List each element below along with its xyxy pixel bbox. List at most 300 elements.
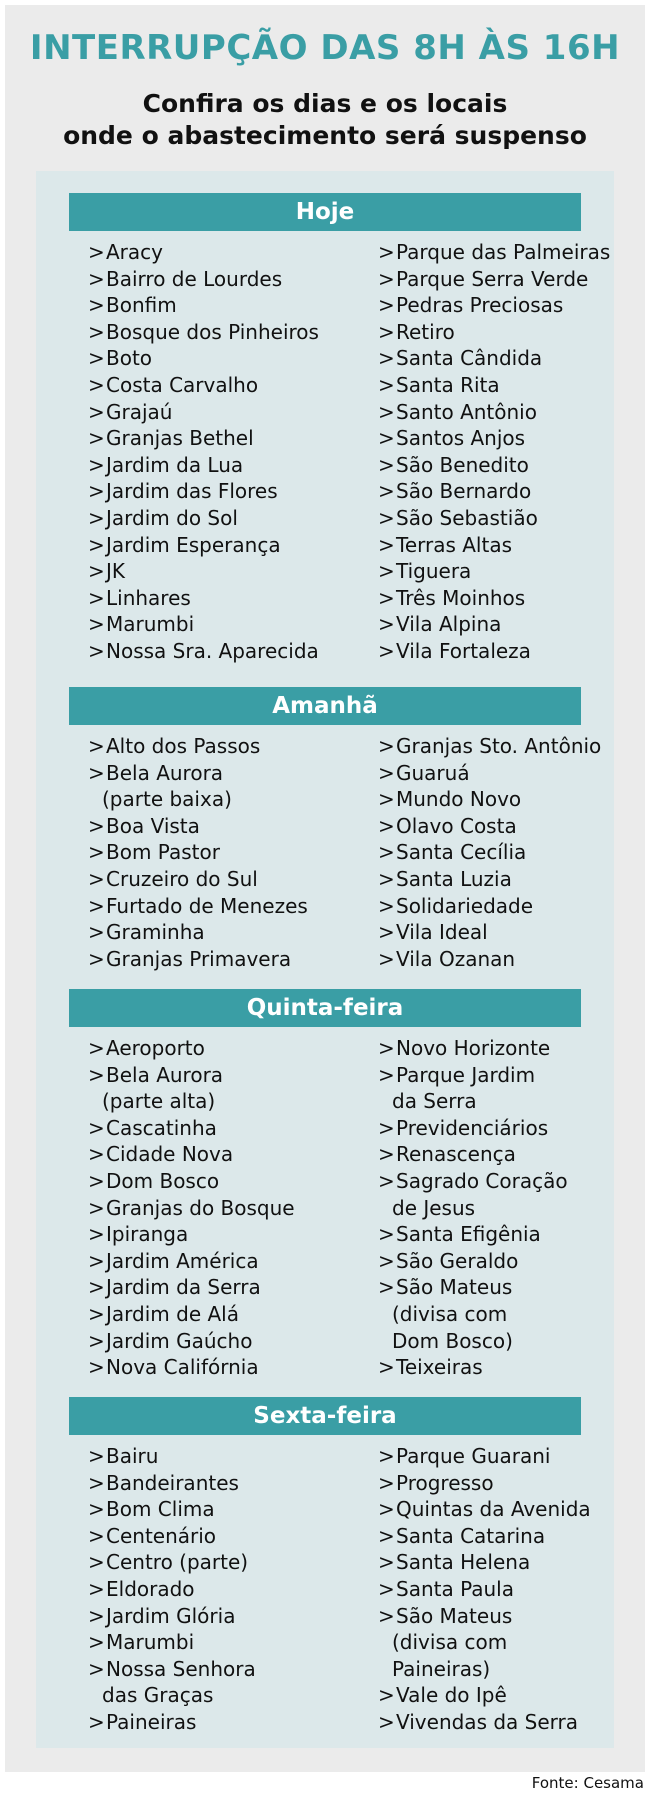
section-header: Quinta-feira [69, 989, 581, 1027]
neighborhood-name: São Mateus [396, 1603, 513, 1628]
neighborhood-item [88, 452, 319, 479]
neighborhood-item [88, 1141, 295, 1168]
neighborhood-item [378, 893, 601, 920]
neighborhood-continuation [378, 1088, 568, 1115]
neighborhood-item [378, 1549, 591, 1576]
chevron-right-icon: > [378, 840, 395, 865]
chevron-right-icon: > [378, 1222, 395, 1247]
neighborhood-item [88, 372, 319, 399]
chevron-right-icon: > [378, 760, 395, 785]
neighborhood-name: Furtado de Menezes [106, 893, 308, 918]
neighborhood-name: Granjas Bethel [106, 426, 254, 451]
chevron-right-icon: > [88, 1355, 105, 1380]
neighborhood-name: Santa Cândida [396, 346, 543, 371]
neighborhood-name: Cruzeiro do Sul [106, 866, 258, 891]
neighborhood-item [378, 1248, 568, 1275]
neighborhood-list-right [378, 1035, 568, 1381]
neighborhood-name: Três Moinhos [396, 585, 526, 610]
subtitle-line-1: Confira os dias e os locais [142, 89, 508, 118]
neighborhood-item [378, 839, 601, 866]
chevron-right-icon: > [88, 1497, 105, 1522]
chevron-right-icon: > [88, 1603, 105, 1628]
chevron-right-icon: > [88, 1656, 105, 1681]
chevron-right-icon: > [378, 1709, 395, 1734]
chevron-right-icon: > [378, 426, 395, 451]
neighborhood-item [88, 1221, 295, 1248]
neighborhood-name: Boto [106, 346, 153, 371]
neighborhood-item [88, 1523, 256, 1550]
neighborhood-name: Santa Luzia [396, 866, 512, 891]
chevron-right-icon: > [378, 452, 395, 477]
chevron-right-icon: > [378, 1115, 395, 1140]
neighborhood-name: Centro (parte) [106, 1550, 249, 1575]
chevron-right-icon: > [378, 612, 395, 637]
neighborhood-name: Grajaú [106, 399, 173, 424]
neighborhood-item [378, 1523, 591, 1550]
chevron-right-icon: > [378, 1683, 395, 1708]
chevron-right-icon: > [88, 532, 105, 557]
neighborhood-item [378, 786, 601, 813]
neighborhood-name: Bosque dos Pinheiros [106, 319, 319, 344]
neighborhood-item [88, 1549, 256, 1576]
neighborhood-name: Graminha [106, 920, 205, 945]
neighborhood-list-left [88, 239, 319, 665]
neighborhood-item [88, 1062, 295, 1089]
neighborhood-item [378, 919, 601, 946]
neighborhood-name: Marumbi [106, 612, 195, 637]
neighborhood-item [378, 292, 610, 319]
chevron-right-icon: > [88, 1248, 105, 1273]
neighborhood-item [378, 319, 610, 346]
chevron-right-icon: > [88, 734, 105, 758]
neighborhood-item [378, 1168, 568, 1195]
neighborhood-item [378, 585, 610, 612]
neighborhood-name: Sagrado Coração [396, 1168, 568, 1193]
neighborhood-name: Jardim das Flores [106, 479, 278, 504]
chevron-right-icon: > [378, 266, 395, 291]
neighborhood-name: Parque Guarani [396, 1444, 551, 1468]
neighborhood-name: Granjas do Bosque [106, 1195, 295, 1220]
neighborhood-item [378, 1141, 568, 1168]
source-credit: Fonte: Cesama [531, 1774, 644, 1792]
neighborhood-item [88, 946, 308, 973]
section-amanha [36, 687, 614, 971]
neighborhood-name: Dom Bosco [106, 1168, 220, 1193]
chevron-right-icon: > [88, 452, 105, 477]
neighborhood-item [378, 478, 610, 505]
neighborhood-name: Vila Ideal [396, 920, 488, 945]
neighborhood-item [378, 1443, 591, 1470]
neighborhood-item [88, 1035, 295, 1062]
chevron-right-icon: > [88, 813, 105, 838]
neighborhood-name: das Graças [102, 1683, 214, 1708]
neighborhood-item [378, 1221, 568, 1248]
chevron-right-icon: > [378, 532, 395, 557]
chevron-right-icon: > [378, 479, 395, 504]
neighborhood-name: Marumbi [106, 1630, 195, 1655]
chevron-right-icon: > [378, 1275, 395, 1300]
neighborhood-item [378, 760, 601, 787]
neighborhood-item [88, 866, 308, 893]
neighborhood-list-left [88, 1443, 256, 1736]
neighborhood-name: Bairu [106, 1444, 159, 1468]
neighborhood-name: da Serra [392, 1089, 477, 1114]
subtitle-line-2: onde o abastecimento será suspenso [63, 121, 587, 150]
chevron-right-icon: > [378, 1142, 395, 1167]
neighborhood-name: Santa Helena [396, 1550, 531, 1575]
chevron-right-icon: > [378, 1248, 395, 1273]
neighborhood-name: Jardim do Sol [106, 505, 238, 530]
chevron-right-icon: > [378, 813, 395, 838]
neighborhood-item [378, 813, 601, 840]
chevron-right-icon: > [88, 1142, 105, 1167]
chevron-right-icon: > [88, 426, 105, 451]
neighborhood-name: de Jesus [392, 1195, 476, 1220]
chevron-right-icon: > [378, 505, 395, 530]
chevron-right-icon: > [378, 1523, 395, 1548]
chevron-right-icon: > [88, 479, 105, 504]
schedule-panel [36, 171, 614, 1748]
chevron-right-icon: > [378, 1036, 395, 1060]
chevron-right-icon: > [88, 1709, 105, 1734]
neighborhood-item [378, 1496, 591, 1523]
section-header: Sexta-feira [69, 1397, 581, 1435]
chevron-right-icon: > [378, 293, 395, 318]
neighborhood-name: Parque das Palmeiras [396, 240, 611, 264]
neighborhood-name: Linhares [106, 585, 191, 610]
neighborhood-name: Cascatinha [106, 1115, 217, 1140]
chevron-right-icon: > [88, 240, 105, 264]
neighborhood-item [88, 266, 319, 293]
neighborhood-item [88, 425, 319, 452]
neighborhood-item [88, 505, 319, 532]
section-hoje [36, 193, 614, 663]
neighborhood-name: Santa Rita [396, 372, 500, 397]
neighborhood-item [378, 733, 601, 760]
neighborhood-name: JK [106, 559, 126, 584]
neighborhood-name: Cidade Nova [106, 1142, 234, 1167]
neighborhood-item [88, 239, 319, 266]
chevron-right-icon: > [88, 1630, 105, 1655]
chevron-right-icon: > [378, 1550, 395, 1575]
neighborhood-item [88, 585, 319, 612]
neighborhood-name: Progresso [396, 1470, 494, 1495]
section-sexta-feira [36, 1397, 614, 1734]
neighborhood-name: Bela Aurora [106, 1062, 224, 1087]
neighborhood-item [88, 399, 319, 426]
chevron-right-icon: > [378, 559, 395, 584]
neighborhood-item [88, 532, 319, 559]
neighborhood-item [88, 813, 308, 840]
chevron-right-icon: > [378, 1444, 395, 1468]
chevron-right-icon: > [88, 1328, 105, 1353]
chevron-right-icon: > [88, 1576, 105, 1601]
neighborhood-item [88, 1328, 295, 1355]
neighborhood-name: São Geraldo [396, 1248, 519, 1273]
neighborhood-name: Vila Fortaleza [396, 638, 531, 663]
chevron-right-icon: > [88, 1168, 105, 1193]
neighborhood-item [378, 1354, 568, 1381]
neighborhood-list-right [378, 733, 601, 972]
neighborhood-name: Parque Jardim [396, 1062, 536, 1087]
chevron-right-icon: > [88, 946, 105, 971]
chevron-right-icon: > [88, 1301, 105, 1326]
section-header: Amanhã [69, 687, 581, 725]
neighborhood-name: Aeroporto [106, 1036, 205, 1060]
neighborhood-continuation [88, 1088, 295, 1115]
neighborhood-name: Aracy [106, 240, 163, 264]
neighborhood-name: Renascença [396, 1142, 516, 1167]
neighborhood-item [378, 372, 610, 399]
chevron-right-icon: > [88, 760, 105, 785]
neighborhood-item [88, 319, 319, 346]
chevron-right-icon: > [88, 1550, 105, 1575]
neighborhood-item [378, 1274, 568, 1301]
neighborhood-name: Bom Clima [106, 1497, 215, 1522]
neighborhood-name: Tiguera [396, 559, 472, 584]
neighborhood-item [88, 1248, 295, 1275]
neighborhood-item [378, 1470, 591, 1497]
neighborhood-item [378, 239, 610, 266]
neighborhood-item [378, 345, 610, 372]
neighborhood-item [88, 1301, 295, 1328]
chevron-right-icon: > [88, 293, 105, 318]
chevron-right-icon: > [88, 638, 105, 663]
neighborhood-item [88, 893, 308, 920]
neighborhood-name: Paineiras [106, 1709, 197, 1734]
neighborhood-name: Jardim Gaúcho [106, 1328, 253, 1353]
neighborhood-name: (divisa com [392, 1301, 508, 1326]
chevron-right-icon: > [378, 346, 395, 371]
neighborhood-name: Nossa Sra. Aparecida [106, 638, 319, 663]
chevron-right-icon: > [378, 585, 395, 610]
neighborhood-name: São Benedito [396, 452, 529, 477]
chevron-right-icon: > [88, 1115, 105, 1140]
neighborhood-name: Olavo Costa [396, 813, 517, 838]
neighborhood-name: Guaruá [396, 760, 470, 785]
neighborhood-item [378, 1709, 591, 1736]
neighborhood-name: Ipiranga [106, 1222, 189, 1247]
chevron-right-icon: > [378, 240, 395, 264]
chevron-right-icon: > [378, 399, 395, 424]
neighborhood-item [88, 1443, 256, 1470]
neighborhood-name: Santa Catarina [396, 1523, 546, 1548]
neighborhood-item [88, 1496, 256, 1523]
chevron-right-icon: > [88, 372, 105, 397]
neighborhood-item [88, 1354, 295, 1381]
neighborhood-name: Retiro [396, 319, 455, 344]
neighborhood-name: Parque Serra Verde [396, 266, 589, 291]
neighborhood-name: Bandeirantes [106, 1470, 239, 1495]
chevron-right-icon: > [88, 505, 105, 530]
chevron-right-icon: > [88, 1444, 105, 1468]
chevron-right-icon: > [378, 734, 395, 758]
neighborhood-item [378, 1682, 591, 1709]
neighborhood-item [88, 1195, 295, 1222]
neighborhood-item [378, 505, 610, 532]
neighborhood-continuation [378, 1629, 591, 1656]
neighborhood-name: Terras Altas [396, 532, 513, 557]
neighborhood-name: Vila Alpina [396, 612, 502, 637]
chevron-right-icon: > [88, 612, 105, 637]
chevron-right-icon: > [88, 319, 105, 344]
neighborhood-item [378, 946, 601, 973]
neighborhood-name: Santa Paula [396, 1576, 514, 1601]
neighborhood-name: Bonfim [106, 293, 177, 318]
chevron-right-icon: > [88, 866, 105, 891]
neighborhood-name: Costa Carvalho [106, 372, 259, 397]
neighborhood-list-left [88, 1035, 295, 1381]
chevron-right-icon: > [88, 893, 105, 918]
neighborhood-item [88, 1656, 256, 1683]
neighborhood-name: Vale do Ipê [396, 1683, 507, 1708]
neighborhood-item [378, 266, 610, 293]
neighborhood-name: Jardim de Alá [106, 1301, 239, 1326]
neighborhood-name: Teixeiras [396, 1355, 483, 1380]
neighborhood-item [88, 558, 319, 585]
neighborhood-name: São Mateus [396, 1275, 513, 1300]
chevron-right-icon: > [378, 638, 395, 663]
neighborhood-item [378, 399, 610, 426]
chevron-right-icon: > [88, 1470, 105, 1495]
neighborhood-item [378, 452, 610, 479]
neighborhood-name: Nossa Senhora [106, 1656, 256, 1681]
neighborhood-name: Vila Ozanan [396, 946, 516, 971]
chevron-right-icon: > [88, 1275, 105, 1300]
neighborhood-item [88, 1168, 295, 1195]
neighborhood-item [88, 1470, 256, 1497]
chevron-right-icon: > [378, 866, 395, 891]
neighborhood-name: Jardim América [106, 1248, 259, 1273]
neighborhood-name: Quintas da Avenida [396, 1497, 591, 1522]
chevron-right-icon: > [88, 266, 105, 291]
chevron-right-icon: > [378, 1603, 395, 1628]
neighborhood-item [378, 558, 610, 585]
chevron-right-icon: > [378, 946, 395, 971]
chevron-right-icon: > [88, 840, 105, 865]
neighborhood-item [88, 1709, 256, 1736]
neighborhood-item [88, 345, 319, 372]
neighborhood-item [88, 1603, 256, 1630]
neighborhood-item [88, 611, 319, 638]
chevron-right-icon: > [88, 1036, 105, 1060]
neighborhood-list-left [88, 733, 308, 972]
chevron-right-icon: > [378, 1470, 395, 1495]
neighborhood-item [378, 638, 610, 665]
page-title: INTERRUPÇÃO DAS 8H ÀS 16H [29, 28, 621, 68]
neighborhood-item [378, 532, 610, 559]
chevron-right-icon: > [88, 1195, 105, 1220]
neighborhood-name: Jardim Glória [106, 1603, 236, 1628]
neighborhood-item [88, 733, 308, 760]
chevron-right-icon: > [88, 1523, 105, 1548]
neighborhood-name: Nova Califórnia [106, 1355, 259, 1380]
neighborhood-continuation [378, 1656, 591, 1683]
chevron-right-icon: > [378, 920, 395, 945]
neighborhood-name: Jardim da Serra [106, 1275, 261, 1300]
page-subtitle [0, 88, 650, 152]
neighborhood-name: Santos Anjos [396, 426, 526, 451]
neighborhood-item [378, 611, 610, 638]
neighborhood-name: Santa Efigênia [396, 1222, 541, 1247]
neighborhood-continuation [378, 1301, 568, 1328]
chevron-right-icon: > [88, 1062, 105, 1087]
neighborhood-name: São Bernardo [396, 479, 532, 504]
chevron-right-icon: > [378, 1062, 395, 1087]
neighborhood-item [88, 1629, 256, 1656]
neighborhood-item [88, 1274, 295, 1301]
neighborhood-name: Novo Horizonte [396, 1036, 551, 1060]
neighborhood-item [88, 919, 308, 946]
section-quinta-feira [36, 989, 614, 1380]
neighborhood-name: Bela Aurora [106, 760, 224, 785]
neighborhood-name: Paineiras) [392, 1656, 491, 1681]
chevron-right-icon: > [378, 893, 395, 918]
neighborhood-name: (divisa com [392, 1630, 508, 1655]
chevron-right-icon: > [88, 399, 105, 424]
neighborhood-name: Bairro de Lourdes [106, 266, 283, 291]
neighborhood-item [378, 425, 610, 452]
neighborhood-name: Boa Vista [106, 813, 200, 838]
neighborhood-list-right [378, 239, 610, 665]
neighborhood-continuation [88, 786, 308, 813]
chevron-right-icon: > [88, 559, 105, 584]
neighborhood-item [378, 1603, 591, 1630]
neighborhood-name: Jardim Esperança [106, 532, 281, 557]
neighborhood-name: Alto dos Passos [106, 734, 261, 758]
neighborhood-name: Granjas Primavera [106, 946, 292, 971]
neighborhood-continuation [378, 1195, 568, 1222]
chevron-right-icon: > [378, 1168, 395, 1193]
neighborhood-item [88, 1576, 256, 1603]
neighborhood-item [88, 292, 319, 319]
neighborhood-name: Santa Cecília [396, 840, 527, 865]
neighborhood-item [378, 1115, 568, 1142]
neighborhood-name: Bom Pastor [106, 840, 220, 865]
neighborhood-item [378, 1576, 591, 1603]
neighborhood-name: São Sebastião [396, 505, 538, 530]
neighborhood-item [378, 1035, 568, 1062]
neighborhood-name: Previdenciários [396, 1115, 549, 1140]
chevron-right-icon: > [378, 319, 395, 344]
neighborhood-item [88, 1115, 295, 1142]
neighborhood-name: Eldorado [106, 1576, 195, 1601]
neighborhood-item [88, 638, 319, 665]
neighborhood-continuation [88, 1682, 256, 1709]
neighborhood-name: Centenário [106, 1523, 217, 1548]
chevron-right-icon: > [88, 1222, 105, 1247]
chevron-right-icon: > [378, 372, 395, 397]
chevron-right-icon: > [88, 920, 105, 945]
neighborhood-name: Jardim da Lua [106, 452, 244, 477]
chevron-right-icon: > [88, 346, 105, 371]
neighborhood-list-right [378, 1443, 591, 1736]
neighborhood-continuation [378, 1328, 568, 1355]
neighborhood-item [378, 866, 601, 893]
neighborhood-name: Pedras Preciosas [396, 293, 564, 318]
chevron-right-icon: > [378, 787, 395, 812]
neighborhood-name: Solidariedade [396, 893, 534, 918]
neighborhood-name: Mundo Novo [396, 787, 522, 812]
neighborhood-name: Santo Antônio [396, 399, 537, 424]
neighborhood-name: Vivendas da Serra [396, 1709, 579, 1734]
neighborhood-name: Granjas Sto. Antônio [396, 734, 602, 758]
neighborhood-name: Dom Bosco) [392, 1328, 513, 1353]
neighborhood-item [88, 760, 308, 787]
neighborhood-item [88, 839, 308, 866]
neighborhood-name: (parte baixa) [102, 787, 232, 812]
chevron-right-icon: > [378, 1355, 395, 1380]
